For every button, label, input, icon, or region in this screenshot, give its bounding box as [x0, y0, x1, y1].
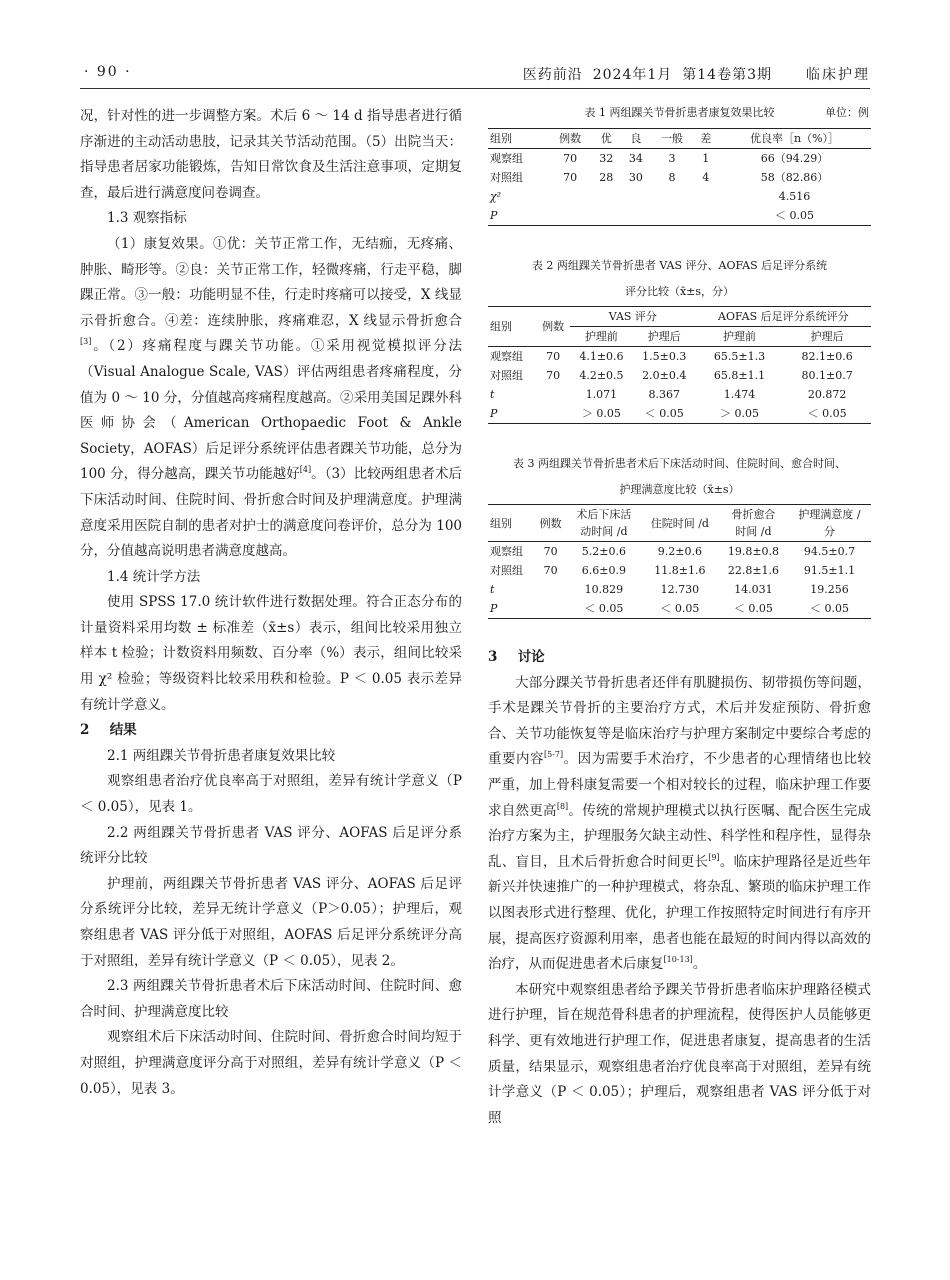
citation: [5-7]: [543, 750, 564, 760]
table-row: P ＜ 0.05: [490, 209, 815, 222]
running-header: [80, 62, 870, 89]
table-header: VAS 评分: [570, 307, 696, 327]
table-header: 优良率［n（%）］: [718, 129, 871, 149]
table-header: 护理前: [696, 327, 784, 347]
table-row: P ＜ 0.05 ＜ 0.05 ＜ 0.05 ＜ 0.05: [490, 602, 849, 615]
section-name: 临床护理: [806, 67, 870, 83]
table-row: t 10.829 12.730 14.031 19.256: [490, 583, 849, 596]
subsection-heading-1-4: 1.4 统计学方法: [107, 568, 201, 585]
table-header: 组别: [488, 129, 549, 149]
table-row: 观察组 70 32 34 3 1 66（94.29）: [490, 152, 829, 165]
right-column: [488, 104, 871, 1131]
section-heading-2: 2 结果: [80, 722, 137, 739]
issue-date: 2024年1月: [592, 67, 673, 83]
table-row: 观察组 70 5.2±0.6 9.2±0.6 19.8±0.8 94.5±0.7: [490, 545, 856, 558]
paragraph: 使用 SPSS 17.0 统计软件进行数据处理。符合正态分布的计量资料采用均数 ± 标准差（x̄±s）表示，组间比较采用独立样本 t 检验；计数资料用频数、百分率（%）表示，组间比较采用 χ² 检验；等级资料比较采用秩和检验。P ＜ 0.05 表示差异有统计学意义。: [80, 594, 462, 713]
table-header: 骨折愈合 时间 /d: [719, 505, 788, 542]
table-row: t 1.071 8.367 1.474 20.872: [490, 388, 847, 401]
paragraph: 大部分踝关节骨折患者还伴有肌腱损伤、韧带损伤等问题，手术是踝关节骨折的主要治疗方式，术后并发症预防、骨折愈合、关节功能恢复等是临床治疗与护理方案制定中要综合考虑的重要内容[5-7]。因为需要手术治疗，不少患者的心理情绪也比较严重，加上骨科康复需要一个相对较长的过程，临床护理工作要求自然更高[8]。传统的常规护理模式以执行医嘱、配合医生完成治疗方案为主，护理服务欠缺主动性、科学性和程序性，显得杂乱、盲目，且术后骨折愈合时间更长[9]。临床护理路径是近些年新兴并快速推广的一种护理模式，将杂乱、繁琐的临床护理工作以图表形式进行整理、优化，护理工作按照特定时间进行有序开展，提高医疗资源利用率，患者也能在最短的时间内得以高效的治疗，从而促进患者术后康复[10-13]。: [488, 674, 872, 973]
table-header: 护理前: [570, 327, 633, 347]
paragraph: 护理前，两组踝关节骨折患者 VAS 评分、AOFAS 后足评分系统评分比较，差异无统计学意义（P＞0.05）；护理后，观察组患者 VAS 评分低于对照组，AOFAS 后足评分系统评分高于对照组，差异有统计学意义（P ＜ 0.05），见表 2。: [80, 875, 462, 969]
citation: [10-13]: [663, 955, 693, 965]
table-header: 护理满意度 / 分: [788, 505, 871, 542]
table-row: 观察组 70 4.1±0.6 1.5±0.3 65.5±1.3 82.1±0.6: [490, 350, 853, 363]
table-header: AOFAS 后足评分系统评分: [696, 307, 871, 327]
paragraph: （1）康复效果。①优：关节正常工作，无结痂，无疼痛、肿胀、畸形等。②良：关节正常工作，轻微疼痛，行走平稳，脚踝正常。③一般：功能明显不佳，行走时疼痛可以接受，X 线显示骨折愈合。④差：连续肿胀，疼痛难忍，X 线显示骨折愈合[3]。（2）疼痛程度与踝关节功能。①采用视觉模拟评分法（Visual Analogue Scale, VAS）评估两组患者疼痛程度，分值为 0 ～ 10 分，分值越高疼痛程度越高。②采用美国足踝外科医师协会（American Orthopaedic Foot & Ankle Society，AOFAS）后足评分系统评估患者踝关节功能，总分为 100 分，得分越高，踝关节功能越好[4]。（3）比较两组患者术后下床活动时间、住院时间、骨折愈合时间及护理满意度。护理满意度采用医院自制的患者对护士的满意度问卷评价，总分为 100 分，分值越高说明患者满意度越高。: [80, 235, 463, 560]
table-header: 一般: [651, 129, 694, 149]
table-header: 例数: [536, 307, 570, 347]
table-header: 护理后: [633, 327, 696, 347]
section-heading-3: 3 讨论: [488, 649, 545, 665]
table-row: χ² 4.516: [490, 190, 811, 203]
table-header: 优: [592, 129, 622, 149]
table-header: 差: [693, 129, 718, 149]
citation: [9]: [708, 852, 720, 862]
table-row: 对照组 70 28 30 8 4 58（82.86）: [490, 171, 829, 184]
table-1: [488, 106, 871, 226]
table-2-grid: [488, 306, 871, 424]
table-row: 对照组 70 6.6±0.9 11.8±1.6 22.8±1.6 91.5±1.1: [490, 564, 856, 577]
paragraph: 观察组患者治疗优良率高于对照组，差异有统计学意义（P ＜ 0.05），见表 1。: [80, 773, 462, 816]
citation: [3]: [80, 337, 92, 347]
table-1-unit: 单位：例: [825, 106, 869, 119]
table-header: 术后下床活 动时间 /d: [567, 505, 641, 542]
table-header: 组别: [488, 307, 536, 347]
citation: [8]: [556, 801, 569, 811]
table-2-caption: 表 2 两组踝关节骨折患者 VAS 评分、AOFAS 后足评分系统 评分比较（x̄±s，分）: [531, 259, 828, 298]
citation: [4]: [299, 465, 312, 475]
journal-name: 医药前沿: [522, 67, 583, 83]
paragraph: 观察组术后下床活动时间、住院时间、骨折愈合时间均短于对照组，护理满意度评分高于对照组，差异有统计学意义（P ＜ 0.05），见表 3。: [80, 1029, 462, 1097]
table-header: 例数: [549, 129, 592, 149]
table-header: 例数: [534, 505, 567, 542]
table-header: 住院时间 /d: [641, 505, 719, 542]
paragraph: 况，针对性的进一步调整方案。术后 6 ～ 14 d 指导患者进行循序渐进的主动活动患肢，记录其关节活动范围。（5）出院当天：指导患者居家功能锻炼，告知日常饮食及生活注意事项，定期复查，最后进行满意度问卷调查。: [80, 108, 462, 201]
subsection-heading-2-3: 2.3 两组踝关节骨折患者术后下床活动时间、住院时间、愈合时间、护理满意度比较: [80, 978, 462, 1020]
left-column: [80, 104, 462, 1102]
table-header: 良: [621, 129, 651, 149]
table-3-caption: 表 3 两组踝关节骨折患者术后下床活动时间、住院时间、愈合时间、 护理满意度比较（x̄±s）: [513, 457, 846, 496]
discussion: [488, 645, 871, 1131]
table-header: 护理后: [783, 327, 871, 347]
table-row: 对照组 70 4.2±0.5 2.0±0.4 65.8±1.1 80.1±0.7: [490, 369, 853, 382]
table-1-grid: [488, 128, 871, 226]
table-3-grid: [488, 504, 871, 619]
paragraph: 本研究中观察组患者给予踝关节骨折患者临床护理路径模式进行护理，旨在规范骨科患者的护理流程，使得医护人员能够更科学、更有效地进行护理工作，促进患者康复，提高患者的生活质量，结果显示，观察组患者治疗优良率高于对照组，差异有统计学意义（P ＜ 0.05）；护理后，观察组患者 VAS 评分低于对照: [488, 981, 871, 1126]
table-3: [488, 454, 871, 619]
journal-info: [513, 64, 870, 84]
volume-issue: 第14卷第3期: [682, 67, 772, 83]
table-row: P ＞ 0.05 ＜ 0.05 ＞ 0.05 ＜ 0.05: [490, 407, 847, 420]
subsection-heading-2-2: 2.2 两组踝关节骨折患者 VAS 评分、AOFAS 后足评分系统评分比较: [80, 824, 462, 867]
page-number: · 90 ·: [84, 64, 132, 80]
table-header: 组别: [488, 505, 534, 542]
table-2: [488, 256, 871, 424]
table-1-caption: 表 1 两组踝关节骨折患者康复效果比较 单位：例: [584, 106, 869, 119]
subsection-heading-1-3: 1.3 观察指标: [107, 210, 187, 227]
subsection-heading-2-1: 2.1 两组踝关节骨折患者康复效果比较: [107, 747, 336, 764]
